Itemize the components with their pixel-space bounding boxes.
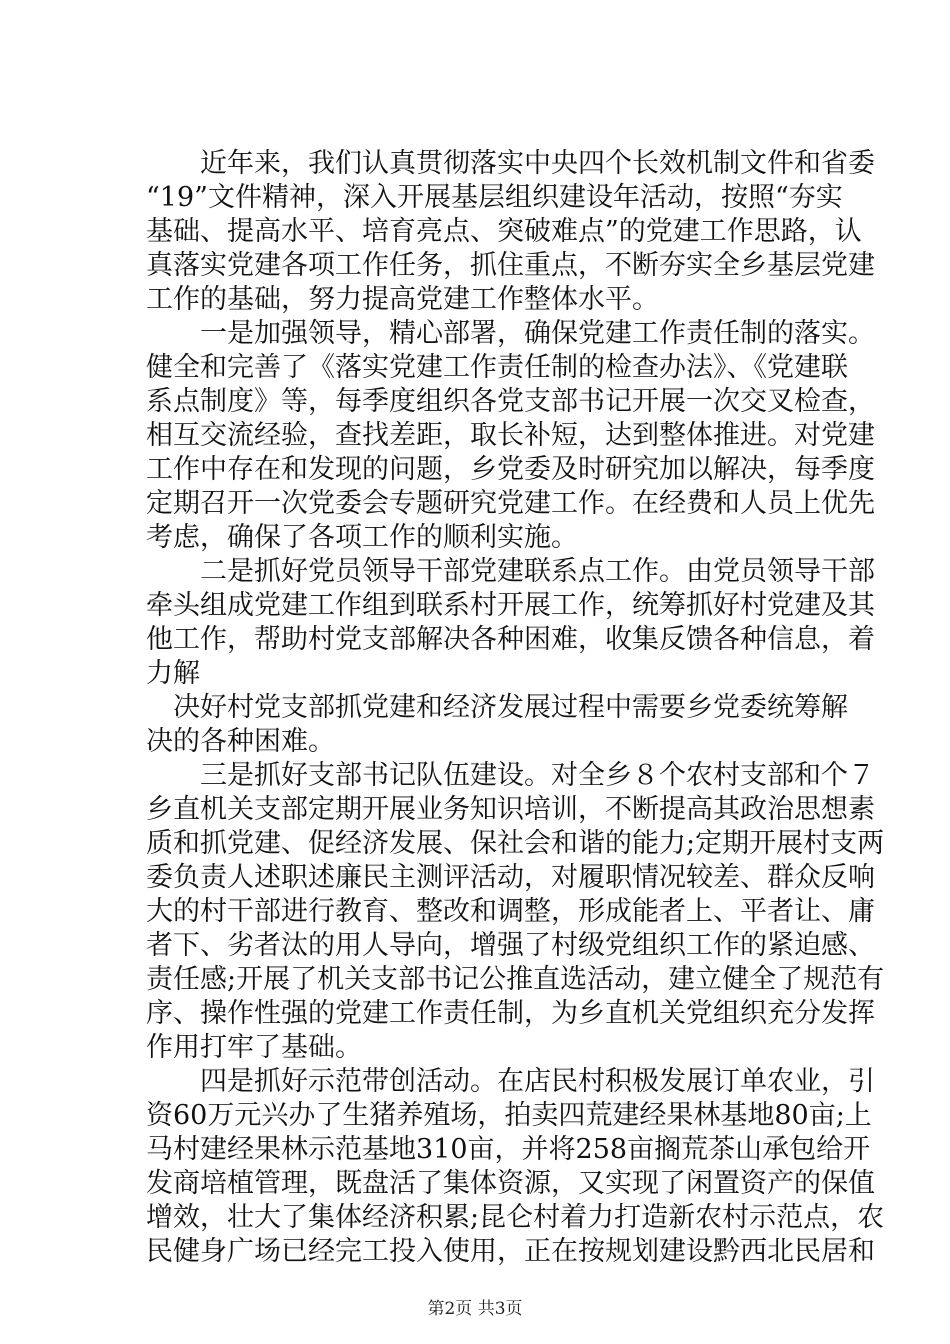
- text-line: 民健身广场已经完工投入使用，正在按规划建设黔西北民居和: [146, 1236, 875, 1267]
- text-line: 二是抓好党员领导干部党建联系点工作。由党员领导干部: [146, 556, 875, 587]
- text-line: 力解: [146, 658, 200, 689]
- text-line: 三是抓好支部书记队伍建设。对全乡８个农村支部和个７: [146, 760, 875, 791]
- text-line: 马村建经果林示范基地310亩，并将258亩搁荒茶山承包给开: [146, 1134, 871, 1165]
- text-line: 健全和完善了《落实党建工作责任制的检查办法》、《党建联: [146, 352, 848, 383]
- text-line: 者下、劣者汰的用人导向，增强了村级党组织工作的紧迫感、: [146, 930, 875, 961]
- text-line: 相互交流经验，查找差距，取长补短，达到整体推进。对党建: [146, 420, 875, 451]
- text-line: 他工作，帮助村党支部解决各种困难，收集反馈各种信息，着: [146, 624, 875, 655]
- text-line: 四是抓好示范带创活动。在店民村积极发展订单农业，引: [146, 1066, 875, 1097]
- text-line: 乡直机关支部定期开展业务知识培训，不断提高其政治思想素: [146, 794, 875, 825]
- text-line: 决好村党支部抓党建和经济发展过程中需要乡党委统筹解: [146, 692, 848, 723]
- text-line: 工作中存在和发现的问题，乡党委及时研究加以解决，每季度: [146, 454, 875, 485]
- text-line: 定期召开一次党委会专题研究党建工作。在经费和人员上优先: [146, 488, 875, 519]
- text-line: 责任感;开展了机关支部书记公推直选活动，建立健全了规范有: [146, 964, 885, 995]
- text-line: 真落实党建各项工作任务，抓住重点，不断夯实全乡基层党建: [146, 250, 875, 281]
- text-line: 序、操作性强的党建工作责任制，为乡直机关党组织充分发挥: [146, 998, 875, 1029]
- page-footer: 第2页 共3页: [427, 1299, 523, 1319]
- text-line: 决的各种困难。: [146, 726, 335, 757]
- text-line: 增效，壮大了集体经济积累;昆仑村着力打造新农村示范点，农: [146, 1202, 885, 1233]
- text-line: 质和抓党建、促经济发展、保社会和谐的能力;定期开展村支两: [146, 828, 885, 859]
- text-line: 发商培植管理，既盘活了集体资源，又实现了闲置资产的保值: [146, 1168, 875, 1199]
- text-line: 一是加强领导，精心部署，确保党建工作责任制的落实。: [146, 318, 875, 349]
- text-line: 考虑，确保了各项工作的顺利实施。: [146, 522, 578, 553]
- text-line: 资60万元兴办了生猪养殖场，拍卖四荒建经果林基地80亩;上: [146, 1100, 872, 1131]
- text-line: 系点制度》等，每季度组织各党支部书记开展一次交叉检查，: [146, 386, 875, 417]
- text-line: 作用打牢了基础。: [146, 1032, 362, 1063]
- text-line: 委负责人述职述廉民主测评活动，对履职情况较差、群众反响: [146, 862, 875, 893]
- text-line: “19”文件精神，深入开展基层组织建设年活动，按照“夯实: [146, 182, 843, 213]
- text-line: 近年来，我们认真贯彻落实中央四个长效机制文件和省委: [146, 148, 875, 179]
- text-line: 工作的基础，努力提高党建工作整体水平。: [146, 284, 659, 315]
- text-line: 牵头组成党建工作组到联系村开展工作，统筹抓好村党建及其: [146, 590, 875, 621]
- text-line: 大的村干部进行教育、整改和调整，形成能者上、平者让、庸: [146, 896, 875, 927]
- text-line: 基础、提高水平、培育亮点、突破难点”的党建工作思路，认: [146, 216, 862, 247]
